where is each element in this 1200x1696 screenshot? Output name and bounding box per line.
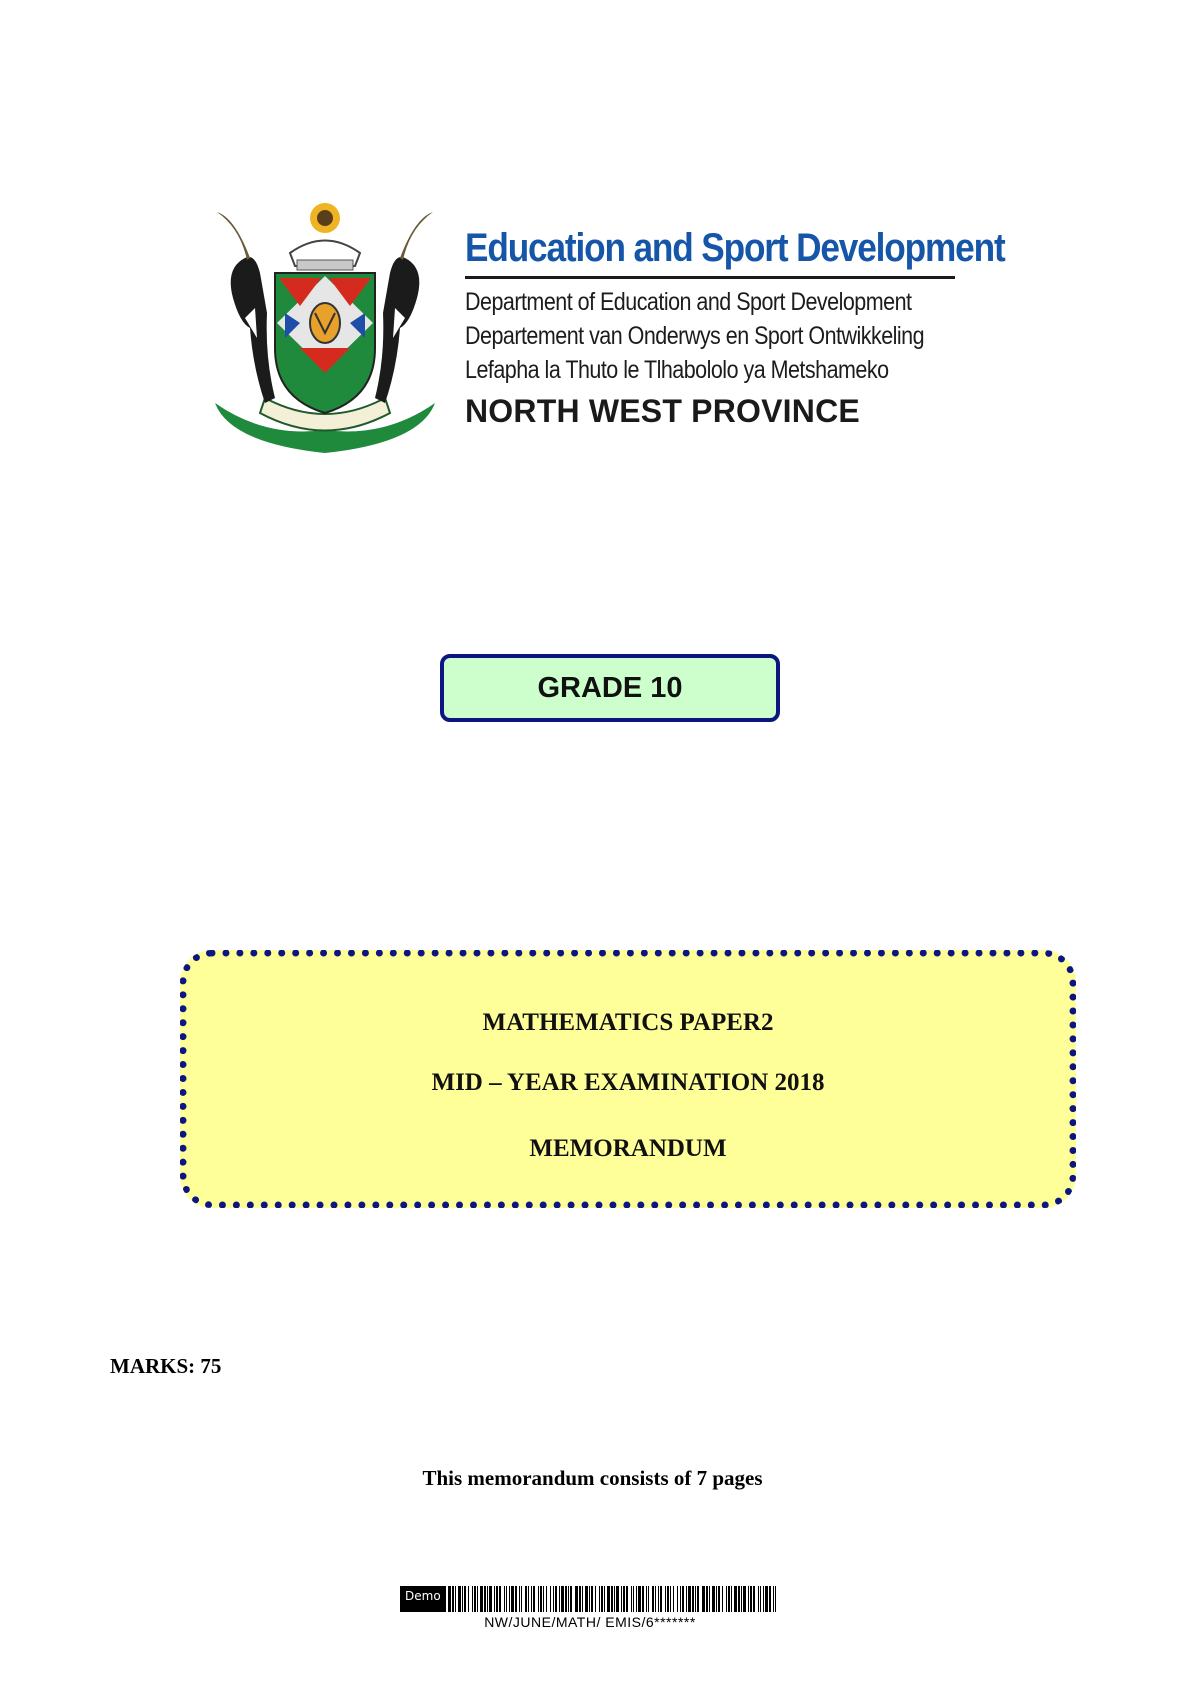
barcode-bar: [604, 1586, 605, 1612]
barcode-bar: [688, 1586, 691, 1612]
barcode-bar: [636, 1586, 637, 1612]
grade-label: GRADE 10: [537, 671, 683, 704]
barcode-bar: [765, 1586, 768, 1612]
barcode-bar: [638, 1586, 641, 1612]
barcode-bar: [750, 1586, 752, 1612]
barcode-bar: [773, 1586, 774, 1612]
barcode-bar: [543, 1586, 544, 1612]
barcode-bar: [589, 1586, 590, 1612]
barcode-bar: [455, 1586, 456, 1612]
barcode-bar: [528, 1586, 529, 1612]
barcode-bar: [706, 1586, 708, 1612]
barcode-bar: [511, 1586, 514, 1612]
barcode-bar: [448, 1586, 451, 1612]
barcode-demo-label: Demo: [401, 1589, 445, 1604]
barcode-bar: [582, 1586, 583, 1612]
barcode-bar: [667, 1586, 669, 1612]
barcode-bar: [525, 1586, 527, 1612]
marks-total: MARKS: 75: [110, 1354, 222, 1378]
barcode-bar: [646, 1586, 647, 1612]
barcode-bar: [660, 1586, 662, 1612]
barcode-bar: [599, 1586, 600, 1612]
barcode-bar: [489, 1586, 492, 1612]
barcode-bar: [585, 1586, 588, 1612]
barcode-bar: [623, 1586, 625, 1612]
barcode-bar: [595, 1586, 596, 1612]
barcode-bar: [665, 1586, 666, 1612]
barcode-bar: [452, 1586, 454, 1612]
barcode-bar: [738, 1586, 740, 1612]
department-title: Education and Sport Development: [465, 226, 1005, 270]
barcode-caption: NW/JUNE/MATH/ EMIS/6*******: [484, 1614, 696, 1630]
barcode-bar: [509, 1586, 510, 1612]
barcode-bar: [555, 1586, 557, 1612]
barcode-bar: [614, 1586, 615, 1612]
barcode-bar: [480, 1586, 483, 1612]
barcode-bar: [626, 1586, 628, 1612]
province-name: NORTH WEST PROVINCE: [465, 393, 860, 429]
barcode-bar: [496, 1586, 498, 1612]
barcode-bar: [718, 1586, 720, 1612]
barcode-bar: [709, 1586, 710, 1612]
barcode-bar: [538, 1586, 539, 1612]
barcode-bar: [743, 1586, 746, 1612]
department-name-setswana: Lefapha la Thuto le Tlhabololo ya Metshameko: [465, 356, 889, 384]
barcode-bar: [731, 1586, 732, 1612]
barcode-bar: [519, 1586, 520, 1612]
barcode-bar: [633, 1586, 634, 1612]
barcode-bar: [506, 1586, 507, 1612]
barcode-bar: [462, 1586, 463, 1612]
barcode-bar: [565, 1586, 567, 1612]
barcode-bar: [477, 1586, 478, 1612]
barcode-bar: [579, 1586, 581, 1612]
barcode-bar: [533, 1586, 535, 1612]
header-rule: [465, 276, 955, 279]
barcode-bar: [531, 1586, 532, 1612]
barcode-bar: [591, 1586, 593, 1612]
barcode-bar: [515, 1586, 517, 1612]
document-type: MEMORANDUM: [529, 1135, 727, 1162]
barcode-bar: [670, 1586, 671, 1612]
department-header: [465, 226, 1005, 430]
page-count-note: This memorandum consists of 7 pages: [422, 1466, 763, 1490]
barcode-bar: [655, 1586, 656, 1612]
barcode-bar: [546, 1586, 547, 1612]
barcode-bar: [540, 1586, 542, 1612]
department-name-afrikaans: Departement van Onderwys en Sport Ontwikkeling: [465, 322, 925, 350]
grade-box: [440, 654, 780, 722]
coat-of-arms-logo: [205, 198, 445, 458]
exam-title-box: [180, 950, 1076, 1208]
barcode-bar: [775, 1586, 776, 1612]
barcode-bar: [568, 1586, 569, 1612]
subject-title: MATHEMATICS PAPER2: [482, 1009, 774, 1036]
barcode-bar: [521, 1586, 522, 1612]
barcode-bar: [726, 1586, 727, 1612]
barcode-bar: [484, 1586, 486, 1612]
barcode-bar: [734, 1586, 737, 1612]
barcode-bar: [504, 1586, 505, 1612]
barcode-bar: [601, 1586, 603, 1612]
barcode-bar: [682, 1586, 684, 1612]
barcode-bar: [760, 1586, 761, 1612]
barcode-bar: [474, 1586, 476, 1612]
barcode-bar: [658, 1586, 659, 1612]
barcode-bar: [611, 1586, 613, 1612]
barcode-bar: [575, 1586, 578, 1612]
barcode-bar: [677, 1586, 678, 1612]
barcode-bar: [499, 1586, 501, 1612]
barcode-bar: [680, 1586, 681, 1612]
barcode-bar: [722, 1586, 723, 1612]
barcode-bar: [697, 1586, 699, 1612]
barcode-bar: [673, 1586, 674, 1612]
barcode-bar: [487, 1586, 488, 1612]
barcode-bar: [695, 1586, 696, 1612]
barcode: [400, 1586, 780, 1612]
barcode-bar: [494, 1586, 495, 1612]
barcode-bar: [763, 1586, 764, 1612]
barcode-bar: [712, 1586, 715, 1612]
barcode-bar: [553, 1586, 554, 1612]
barcode-bar: [570, 1586, 572, 1612]
barcode-bar: [692, 1586, 694, 1612]
barcode-bar: [550, 1586, 551, 1612]
barcode-bar: [758, 1586, 759, 1612]
barcode-bar: [748, 1586, 749, 1612]
barcode-bar: [686, 1586, 687, 1612]
barcode-bar: [648, 1586, 649, 1612]
barcode-bar: [472, 1586, 473, 1612]
barcode-bar: [642, 1586, 644, 1612]
barcode-bar: [621, 1586, 622, 1612]
barcode-bar: [702, 1586, 705, 1612]
barcode-bar: [468, 1586, 469, 1612]
barcode-bar: [616, 1586, 619, 1612]
department-name-english: Department of Education and Sport Development: [465, 288, 912, 316]
barcode-bar: [464, 1586, 466, 1612]
barcode-bar: [458, 1586, 461, 1612]
barcode-bar: [559, 1586, 560, 1612]
barcode-bar: [741, 1586, 742, 1612]
barcode-bar: [769, 1586, 771, 1612]
barcode-bar: [561, 1586, 564, 1612]
barcode-bar: [753, 1586, 755, 1612]
barcode-bar: [631, 1586, 632, 1612]
barcode-bar: [652, 1586, 654, 1612]
barcode-bar: [607, 1586, 610, 1612]
exam-title: MID – YEAR EXAMINATION 2018: [431, 1069, 825, 1096]
barcode-bar: [728, 1586, 730, 1612]
barcode-bar: [716, 1586, 717, 1612]
